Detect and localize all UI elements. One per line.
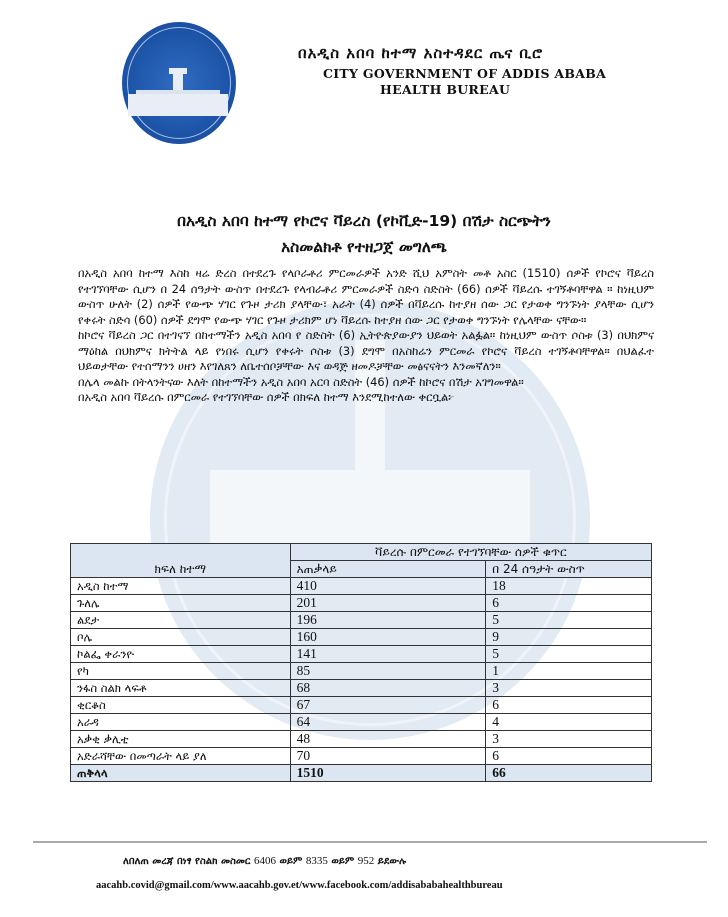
table-row: [71, 612, 652, 629]
table-row: [71, 629, 652, 646]
subcity-name: ጉለሌ: [71, 595, 291, 612]
footer-hotline: [123, 855, 406, 867]
table-header-row-1: [71, 544, 652, 561]
hotline-number-3[interactable]: 952: [357, 855, 375, 867]
table-total-row: [71, 765, 652, 782]
footer-web-links[interactable]: aacahb.covid@gmail.com/www.aacahb.gov.et/www.facebook.com/addisababahealthbureau: [96, 880, 503, 891]
table-row: [71, 748, 652, 765]
subcity-name: ቦሌ: [71, 629, 291, 646]
logo-building: [128, 94, 228, 116]
header-group-cases: ቫይረሱ በምርመራ የተገኘባቸው ሰዎች ቁጥር: [290, 544, 651, 561]
cases-24h: 3: [486, 680, 652, 697]
table-body: [71, 578, 652, 765]
hotline-or-2: ወይም: [331, 856, 355, 867]
org-name-english-line1: CITY GOVERNMENT OF ADDIS ABABA: [323, 66, 607, 81]
total-cases: 160: [290, 629, 486, 646]
hotline-suffix: ይደውሉ: [377, 856, 407, 867]
statement-body: [78, 266, 654, 406]
hotline-number-2[interactable]: 8335: [305, 855, 328, 867]
total-cases: 70: [290, 748, 486, 765]
paragraph-table-intro: በአዲስ አበባ ቫይረሱ በምርመራ የተገኘባቸው ሰዎች በክፍለ ከተማ እንደሚከተለው ቀርቧል፦: [78, 390, 455, 404]
cases-24h: 5: [486, 646, 652, 663]
subcity-name: አዲስ ከተማ: [71, 578, 291, 595]
city-hall-seal-icon: [122, 22, 236, 144]
paragraph-cases: በአዲስ አበባ ከተማ እስከ ዛሬ ድረስ በተደረጉ የላቦራቶሪ ምርመራዎች አንድ ሺህ አምስት መቶ አስር (1510) ሰዎች የኮሮና ቫይረስ የተገኘባቸው ሲሆን በ 24 ሰዓታት ውስጥ በተደረጉ የላብራቶሪ ምርመራዎች ስድሳ ስድስት (66) ሰዎች ቫይረሱ ተገኝቶባቸዋል ። ከነዚህም ውስጥ ሁለት (2) ሰዎች የውጭ ሃገር የጉዞ ታሪክ ያላቸው፣ አራት (4) ሰዎች በቫይረሱ ከተያዘ ሰው ጋር የታወቀ ግንኙነት ያላቸው ሲሆን የቀሩት ስድሳ (60) ሰዎች ደግሞ የውጭ ሃገር የጉዞ ታሪክም ሆነ ቫይረሱ ከተያዘ ሰው ጋር የታወቀ ግንኙነት የሌላቸው ናቸው።: [78, 266, 654, 327]
table-row: [71, 731, 652, 748]
subcity-name: ቂርቆስ: [71, 697, 291, 714]
subcity-name: የካ: [71, 663, 291, 680]
subcity-name: ልደታ: [71, 612, 291, 629]
cases-24h: 4: [486, 714, 652, 731]
total-cases: 85: [290, 663, 486, 680]
header-24h: በ 24 ሰዓታት ውስጥ: [486, 561, 652, 578]
total-cases: 410: [290, 578, 486, 595]
org-name-english-line2: HEALTH BUREAU: [380, 82, 511, 97]
title-line1: በአዲስ አበባ ከተማ የኮሮና ቫይረስ (የኮቪድ-19) በሽታ ስርጭትን: [177, 212, 551, 230]
total-cases: 64: [290, 714, 486, 731]
hotline-number-1[interactable]: 6406: [253, 855, 276, 867]
subcity-name: ንፋስ ስልክ ላፍቶ: [71, 680, 291, 697]
header-total: አጠቃላይ: [290, 561, 486, 578]
title-line2: አስመልክቶ የተዘጋጀ መግለጫ: [281, 238, 447, 256]
cases-24h: 18: [486, 578, 652, 595]
subcity-cases-table: [70, 543, 652, 782]
table-row: [71, 663, 652, 680]
table-row: [71, 578, 652, 595]
cases-24h: 9: [486, 629, 652, 646]
footer-divider: [33, 841, 707, 843]
table-row: [71, 714, 652, 731]
total-cases: 201: [290, 595, 486, 612]
org-name-amharic: በአዲስ አበባ ከተማ አስተዳደር ጤና ቢሮ: [298, 44, 544, 62]
subcity-name: ኮልፌ ቀራንዮ: [71, 646, 291, 663]
subcity-name: አራዳ: [71, 714, 291, 731]
letterhead: [298, 44, 606, 98]
cases-24h: 6: [486, 697, 652, 714]
cases-24h: 6: [486, 595, 652, 612]
total-cases: 196: [290, 612, 486, 629]
header-subcity: ክፍለ ከተማ: [71, 544, 291, 578]
subcity-name: አድራሻቸው በመጣራት ላይ ያለ: [71, 748, 291, 765]
total-cases: 48: [290, 731, 486, 748]
cases-24h: 5: [486, 612, 652, 629]
total-cases: 141: [290, 646, 486, 663]
total-cases: 1510: [290, 765, 486, 782]
paragraph-recoveries: በሌላ መልኩ በትላንትናው እለት በከተማችን አዲስ አበባ አርባ ስድስት (46) ሰዎች ከኮሮና በሽታ አገግመዋል።: [78, 374, 524, 389]
subcity-name: አቃቂ ቃሊቲ: [71, 731, 291, 748]
total-cases: 68: [290, 680, 486, 697]
paragraph-deaths: ከኮሮና ቫይረስ ጋር በተገናኘ በከተማችን አዲስ አበባ የ ስድስት (6) ኢትዮጵያውያን ህይወት አልፏል። ከነዚህም ውስጥ ሶስቱ (3) በህክምና ማዕከል በህክምና ክትትል ላይ የነበሩ ሲሆን የቀሩት ሶስቱ (3) ደግሞ በአስከሬን ምርመራ የኮሮና ቫይረስ ተገኝቶባቸዋል። በህልፈተ ህይወታቸው የተሰማንን ሀዘን እየገለጸን ለቤተሰቦቻቸው እና ወዳጅ ዘመዶቻቸው መፅናናትን እንመኛለን።: [78, 328, 654, 373]
hotline-or-1: ወይም: [279, 856, 303, 867]
table-row: [71, 595, 652, 612]
table-row: [71, 680, 652, 697]
total-label: ጠቅላላ: [71, 765, 291, 782]
cases-24h: 3: [486, 731, 652, 748]
total-cases: 67: [290, 697, 486, 714]
cases-24h: 1: [486, 663, 652, 680]
table-row: [71, 646, 652, 663]
total-24h: 66: [486, 765, 652, 782]
cases-24h: 6: [486, 748, 652, 765]
hotline-prefix: ለበለጠ መረጃ በነፃ የስልክ መስመር: [123, 856, 251, 867]
table-row: [71, 697, 652, 714]
document-title: [0, 208, 728, 260]
